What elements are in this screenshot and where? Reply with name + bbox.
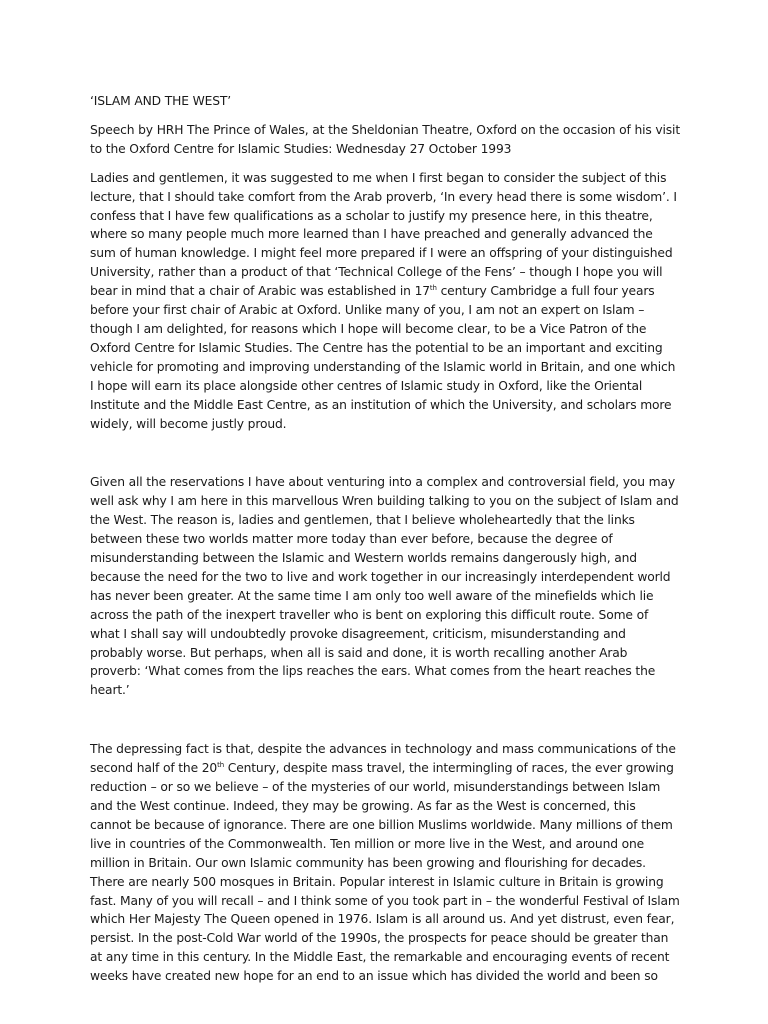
document-title: ‘ISLAM AND THE WEST’ [90, 94, 231, 108]
paragraph-3-text-b: Century, despite mass travel, the intermingling of races, the ever growing reduction – or so we believe – of the mysteries of our world, misunderstandings between Islam and the West continue. Indeed, they may be growing. As far as the West is concerned, this cannot be because of ignorance. There are one billion Muslims worldwide. Many millions of them live in countries of the Commonwealth. Ten million or more live in the West, and around one million in Britain. Our own Islamic community has been growing and flourishing for decades. There are nearly 500 mosques in Britain. Popular interest in Islamic culture in Britain is growing fast. Many of you will recall – and I think some of you took part in – the wonderful Festival of Islam which Her Majesty The Queen opened in 1976. Islam is all around us. And yet distrust, even fear, persist. In the post-Cold War world of the 1990s, the prospects for peace should be greater than at any time in this century. In the Middle East, the remarkable and encouraging events of recent weeks have created new hope for an end to an issue which has divided the world and been so [90, 761, 680, 984]
document-subtitle: Speech by HRH The Prince of Wales, at the Sheldonian Theatre, Oxford on the occasion of his visit to the Oxford Centre for Islamic Studies: Wednesday 27 October 1993 [90, 122, 680, 156]
document-page [90, 92, 680, 986]
paragraph-1-text-a: Ladies and gentlemen, it was suggested to me when I first began to consider the subject of this lecture, that I should take comfort from the Arab proverb, ‘In every head there is some wisdom’. I confess that I have few qualifications as a scholar to justify my presence here, in this theatre, where so many people much more learned than I have preached and generally advanced the sum of human knowledge. I might feel more prepared if I were an offspring of your distinguished University, rather than a product of that ‘Technical College of the Fens’ – though I hope you will bear in mind that a chair of Arabic was established in 17 [90, 170, 677, 299]
superscript-th: th [217, 761, 224, 770]
paragraph-3-text-a: The depressing fact is that, despite the advances in technology and mass communications of the second half of the 20 [90, 742, 676, 776]
paragraph-2: Given all the reservations I have about venturing into a complex and controversial field, you may well ask why I am here in this marvellous Wren building talking to you on the subject of Islam and the West. The reason is, ladies and gentlemen, that I believe wholeheartedly that the links between these two worlds matter more today than ever before, because the degree of misunderstanding between the Islamic and Western worlds remains dangerously high, and because the need for the two to live and work together in our increasingly interdependent world has never been greater. At the same time I am only too well aware of the minefields which lie across the path of the inexpert traveller who is bent on exploring this difficult route. Some of what I shall say will undoubtedly provoke disagreement, criticism, misunderstanding and probably worse. But perhaps, when all is said and done, it is worth recalling another Arab proverb: ‘What comes from the lips reaches the ears. What comes from the heart reaches the heart.’ [90, 475, 679, 698]
superscript-th: th [429, 284, 437, 293]
paragraph-3 [90, 740, 680, 986]
paragraph-1-text-b: century Cambridge a full four years before your first chair of Arabic at Oxford. Unlike many of you, I am not an expert on Islam – though I am delighted, for reasons which I hope will become clear, to be a Vice Patron of the Oxford Centre for Islamic Studies. The Centre has the potential to be an important and exciting vehicle for promoting and improving understanding of the Islamic world in Britain, and one which I hope will earn its place alongside other centres of Islamic study in Oxford, like the Oriental Institute and the Middle East Centre, as an institution of which the University, and scholars more widely, will become justly proud. [90, 284, 676, 431]
paragraph-1 [90, 169, 680, 434]
